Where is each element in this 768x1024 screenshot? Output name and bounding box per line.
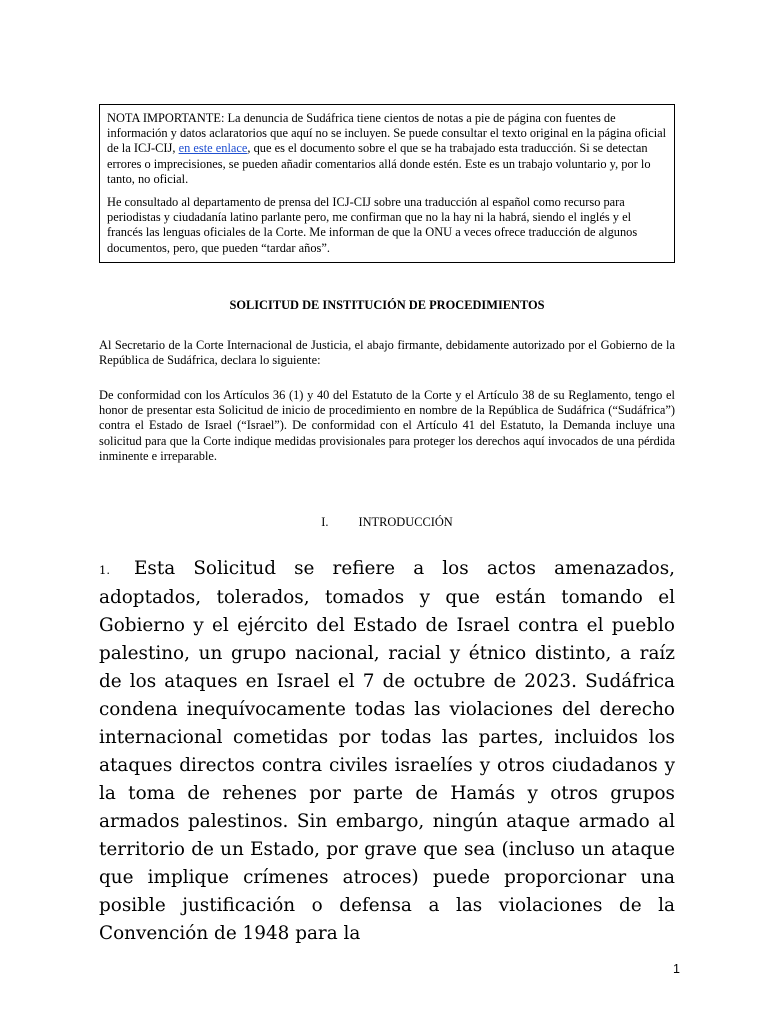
document-title: SOLICITUD DE INSTITUCIÓN DE PROCEDIMIENTOS: [229, 298, 545, 312]
note-text-before-link: NOTA IMPORTANTE: La denuncia de Sudáfrica tiene cientos de notas a pie de página con fuentes de información y datos aclaratorios que aquí no se incluyen. Se puede consultar el texto original en la página oficial de la ICJ-CIJ,: [107, 111, 667, 156]
section-heading: [99, 515, 675, 530]
paragraph-text: Esta Solicitud se refiere a los actos amenazados, adoptados, tolerados, tomados y que están tomando el Gobierno y el ejército del Estado de Israel contra el pueblo palestino, un grupo nacional, racial y étnico distinto, a raíz de los ataques en Israel el 7 de octubre de 2023. Sudáfrica condena inequívocamente todas las violaciones del derecho internacional cometidas por todas las partes, incluidos los ataques directos contra civiles israelíes y otros ciudadanos y la toma de rehenes por parte de Hamás y otros grupos armados palestinos. Sin embargo, ningún ataque armado al territorio de un Estado, por grave que sea (incluso un ataque que implique crímenes atroces) puede proporcionar una posible justificación o defensa a las violaciones de la Convención de 1948 para la: [99, 558, 675, 944]
paragraph-number: 1.: [99, 563, 110, 577]
section-title: INTRODUCCIÓN: [358, 515, 453, 529]
section-number: I.: [321, 515, 329, 529]
note-paragraph-2: He consultado al departamento de prensa del ICJ-CIJ sobre una traducción al español como recurso para periodistas y ciudadanía latino parlante pero, me confirman que no la hay ni la habrá, siendo el inglés y el francés las lenguas oficiales de la Corte. Me informan de que la ONU a veces ofrece traducción de algunos documentos, pero, que pueden “tardar años”.: [107, 195, 638, 255]
intro-paragraph: Al Secretario de la Corte Internacional de Justicia, el abajo firmante, debidamente autorizado por el Gobierno de la República de Sudáfrica, declara lo siguiente:: [99, 338, 675, 368]
source-link[interactable]: en este enlace: [178, 141, 248, 156]
legal-basis-paragraph: De conformidad con los Artículos 36 (1) y 40 del Estatuto de la Corte y el Artículo 38 de su Reglamento, tengo el honor de presentar esta Solicitud de inicio de procedimiento en nombre de la República de Sudáfrica (“Sudáfrica”) contra el Estado de Israel (“Israel”). De conformidad con el Artículo 41 del Estatuto, la Demanda incluye una solicitud para que la Corte indique medidas provisionales para proteger los derechos aquí invocados de una pérdida inminente e irreparable.: [99, 388, 675, 463]
important-note-box: [99, 104, 675, 263]
page-number: 1: [673, 962, 680, 976]
note-text-after-link: , que es el documento sobre el que se ha trabajado esta traducción. Si se detectan errores o imprecisiones, se pueden añadir comentarios allá donde estén. Este es un trabajo voluntario y, por lo tanto, no oficial.: [107, 141, 651, 186]
numbered-paragraph: [99, 555, 675, 948]
note-paragraph-1: [107, 111, 667, 187]
